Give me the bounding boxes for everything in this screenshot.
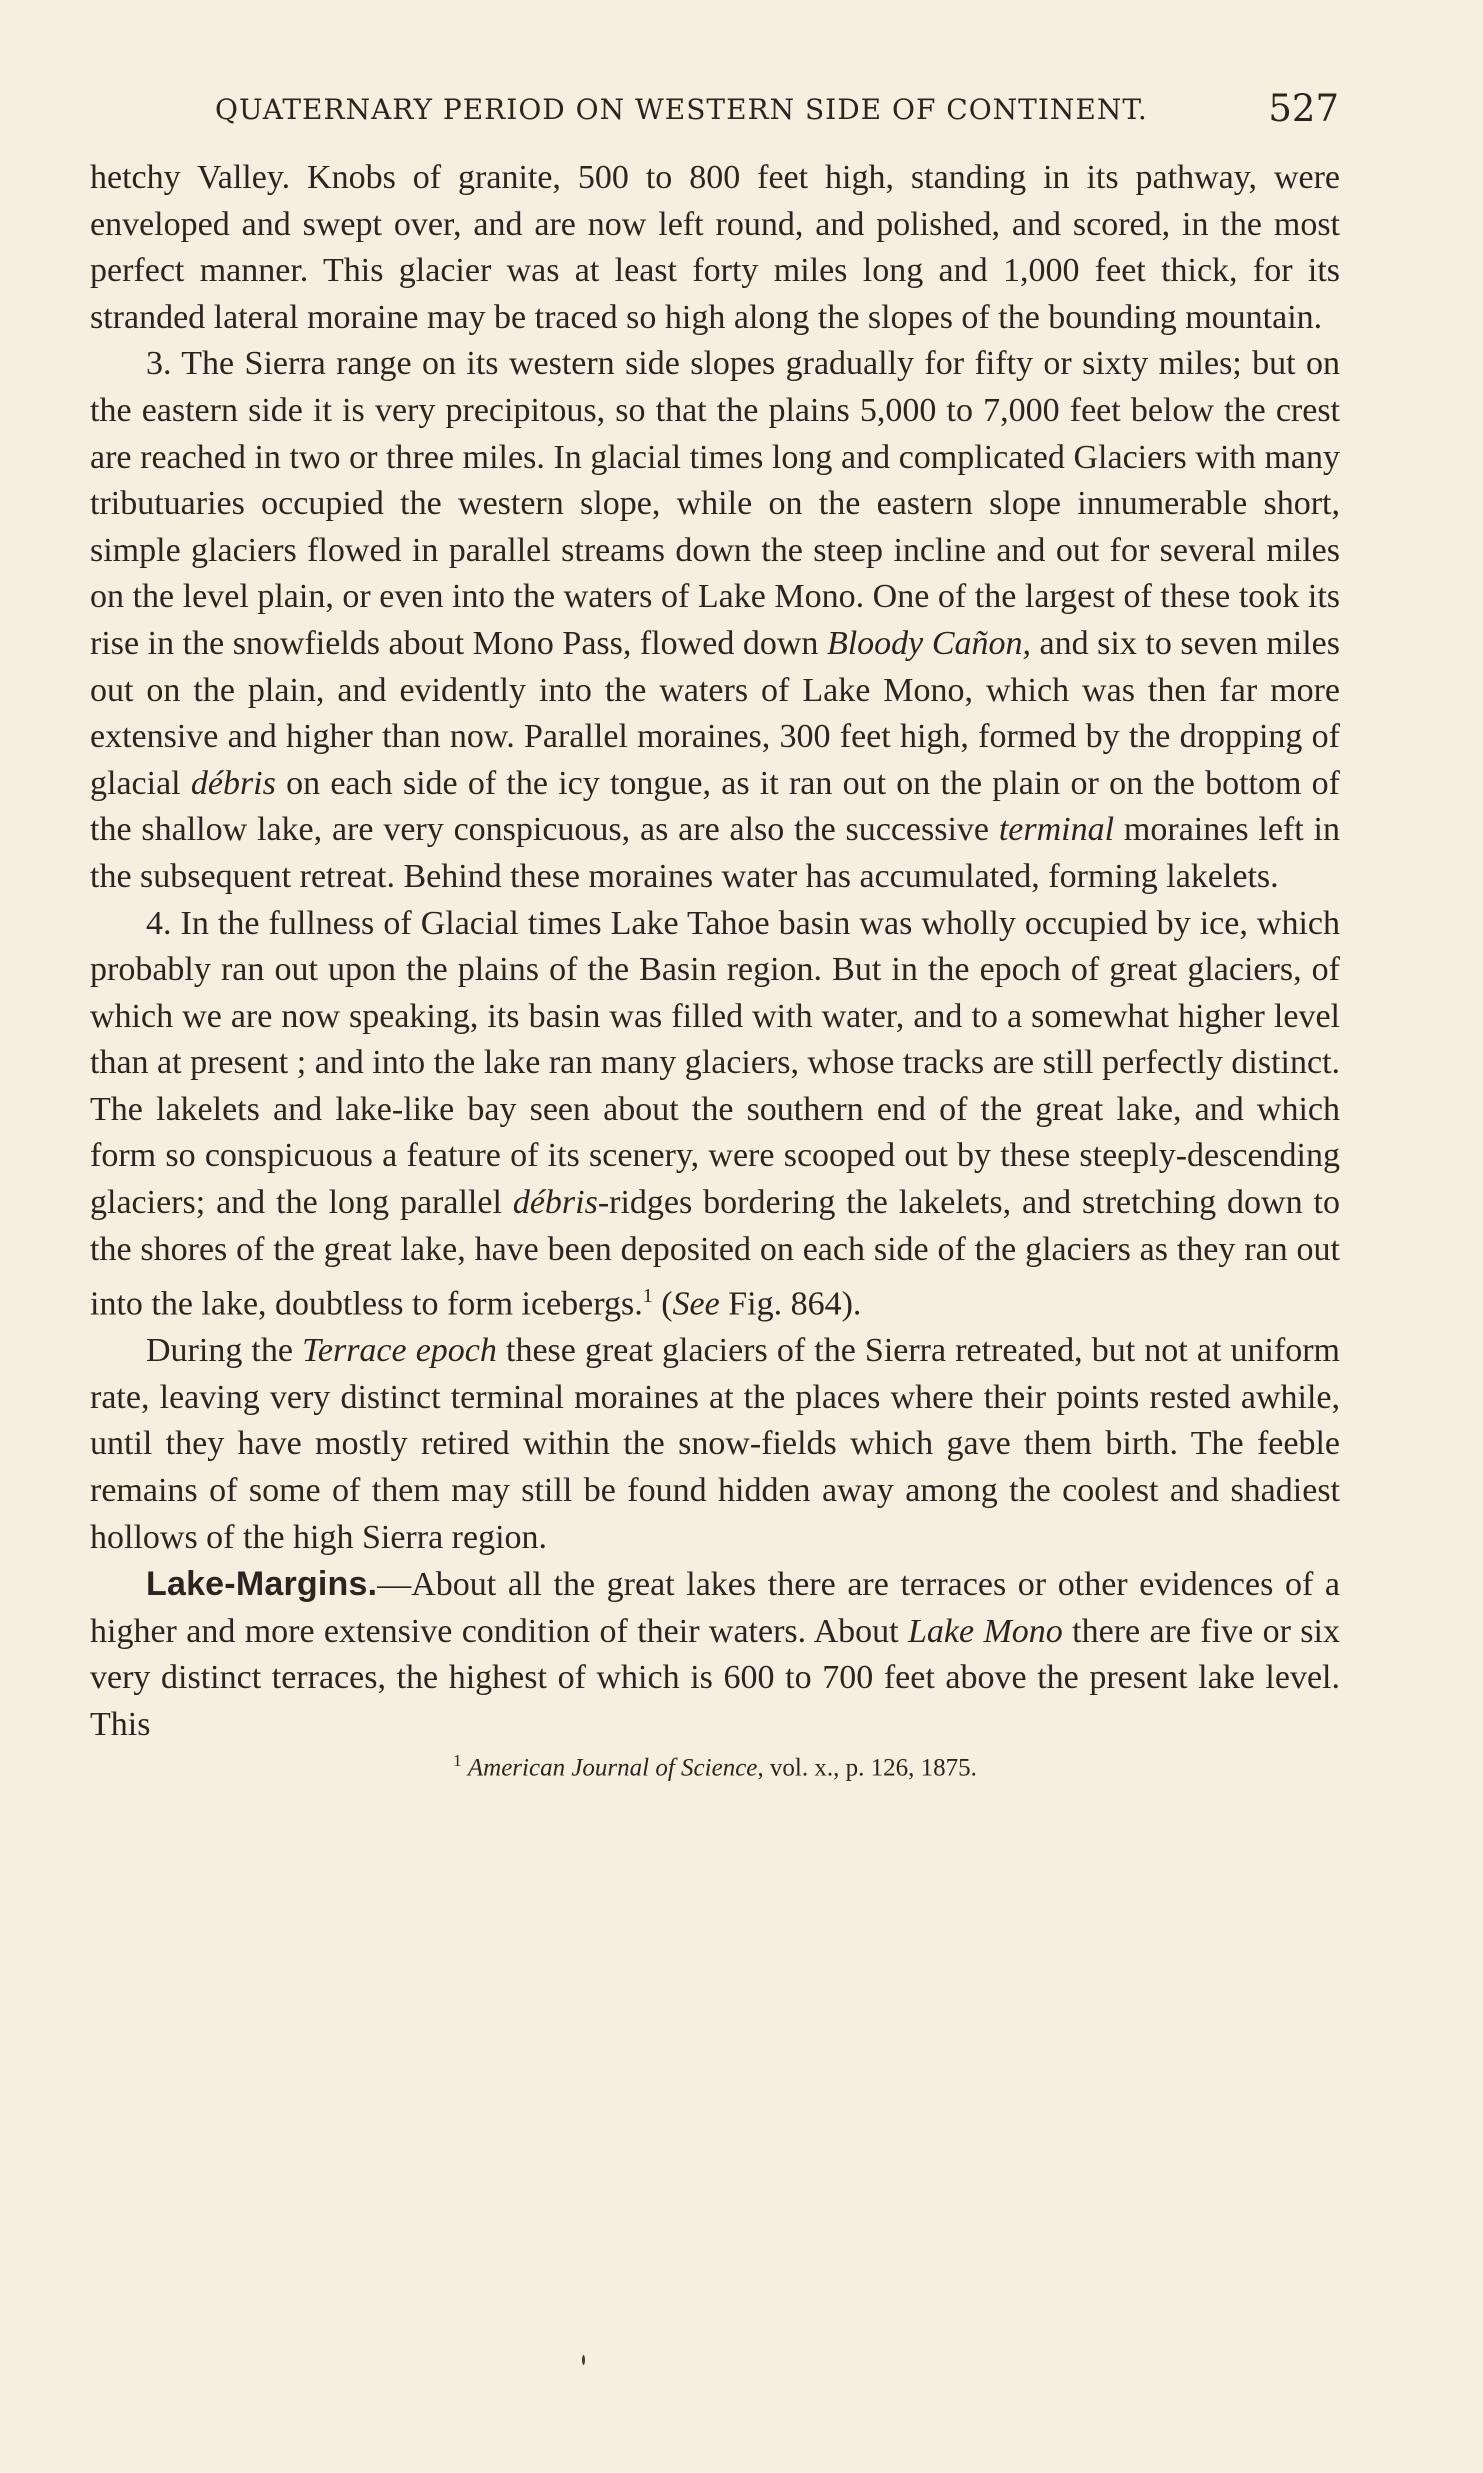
footnote-citation: vol. x., p. 126, 1875. <box>763 1753 977 1781</box>
paragraph-2 <box>90 341 1340 900</box>
running-title: QUATERNARY PERIOD ON WESTERN SIDE OF CONTINENT. <box>215 93 1148 126</box>
ink-speck <box>582 2355 585 2365</box>
paragraph-2-text-b: and six to seven miles out on the plain, and evidently into the waters of Lake Mono, which was then far more extensive and higher than now. Parallel moraines, 300 feet high, formed by the dropping of glacial <box>90 624 1340 802</box>
paragraph-5-text-b: there are five or six very distinct terraces, the highest of which is 600 to 700 feet above the present lake level. This <box>90 1612 1340 1743</box>
body-text <box>90 155 1340 1749</box>
paragraph-3 <box>90 901 1340 1329</box>
paragraph-1 <box>90 155 1340 341</box>
paragraph-3-text-d: Fig. 864). <box>719 1285 862 1323</box>
paragraph-1-text: hetchy Valley. Knobs of granite, 500 to 800 feet high, standing in its pathway, were enveloped and swept over, and are now left round, and polished, and scored, in the most perfect manner. This glacier was at least forty miles long and 1,000 feet thick, for its stranded lateral moraine may be traced so high along the slopes of the bounding mountain. <box>90 159 1340 336</box>
footnote-journal: American Journal of Science, <box>467 1753 764 1781</box>
paragraph-2-text-d: moraines left in the subsequent retreat. Behind these moraines water has accumulated, forming lakelets. <box>90 811 1340 895</box>
italic-lake-mono: Lake Mono <box>908 1612 1063 1650</box>
italic-debris: débris <box>190 764 276 802</box>
paragraph-3-text-c: ( <box>652 1285 673 1323</box>
italic-see: See <box>672 1285 720 1323</box>
paragraph-3-text-a: 4. In the fullness of Glacial times Lake Tahoe basin was wholly occupied by ice, which probably ran out upon the plains of the Basin region. But in the epoch of great glaciers, of which we are now speaking, its basin was filled with water, and to a somewhat higher level than at present ; and into the lake ran many glaciers, whose tracks are still perfectly distinct. The lakelets and lake-like bay seen about the southern end of the great lake, and which form so conspicuous a feature of its scenery, were scooped out by these steeply-descending glaciers; and the long parallel <box>90 904 1341 1222</box>
paragraph-4-text-b: these great glaciers of the Sierra retreated, but not at uniform rate, leaving very distinct terminal moraines at the places where their points rested awhile, until they have mostly retired within the snow-fields which gave them birth. The feeble remains of some of them may still be found hidden away among the coolest and shadiest hollows of the high Sierra region. <box>90 1332 1340 1556</box>
page <box>90 85 1340 1782</box>
footnote-marker: 1 <box>453 1750 462 1770</box>
footnote <box>90 1751 1340 1782</box>
paragraph-2-text-a: 3. The Sierra range on its western side slopes gradually for fifty or sixty miles; but on the eastern side it is very precipitous, so that the plains 5,000 to 7,000 feet below the crest are reached in two or three miles. In glacial times long and complicated Glaciers with many tributuaries occupied the western slope, while on the eastern slope innumerable short, simple glaciers flowed in parallel streams down the steep incline and out for several miles on the level plain, or even into the waters of Lake Mono. One of the largest of these took its rise in the snowfields about Mono Pass, flowed down <box>90 345 1340 662</box>
italic-debris: débris <box>512 1184 598 1222</box>
paragraph-5-text-a: —About all the great lakes there are terraces or other evidences of a higher and more extensive condition of their waters. About <box>90 1566 1340 1650</box>
paragraph-4-text-a: During the <box>146 1332 303 1370</box>
paragraph-4 <box>90 1328 1340 1561</box>
italic-terminal: terminal <box>998 811 1115 849</box>
paragraph-5 <box>90 1561 1340 1748</box>
italic-bloody-canon: Bloody Cañon, <box>826 624 1031 662</box>
paragraph-3-text-b: -ridges bordering the lakelets, and stretching down to the shores of the great lake, have been deposited on each side of the glaciers as they ran out into the lake, doubtless to form icebergs. <box>90 1184 1340 1323</box>
italic-terrace-epoch: Terrace epoch <box>302 1332 497 1370</box>
footnote-reference: 1 <box>642 1285 653 1308</box>
running-head <box>90 85 1340 135</box>
section-heading: Lake-Margins. <box>146 1565 378 1604</box>
page-number: 527 <box>1268 87 1339 130</box>
paragraph-2-text-c: on each side of the icy tongue, as it ran out on the plain or on the bottom of the shallow lake, are very conspicuous, as are also the successive <box>90 764 1340 849</box>
